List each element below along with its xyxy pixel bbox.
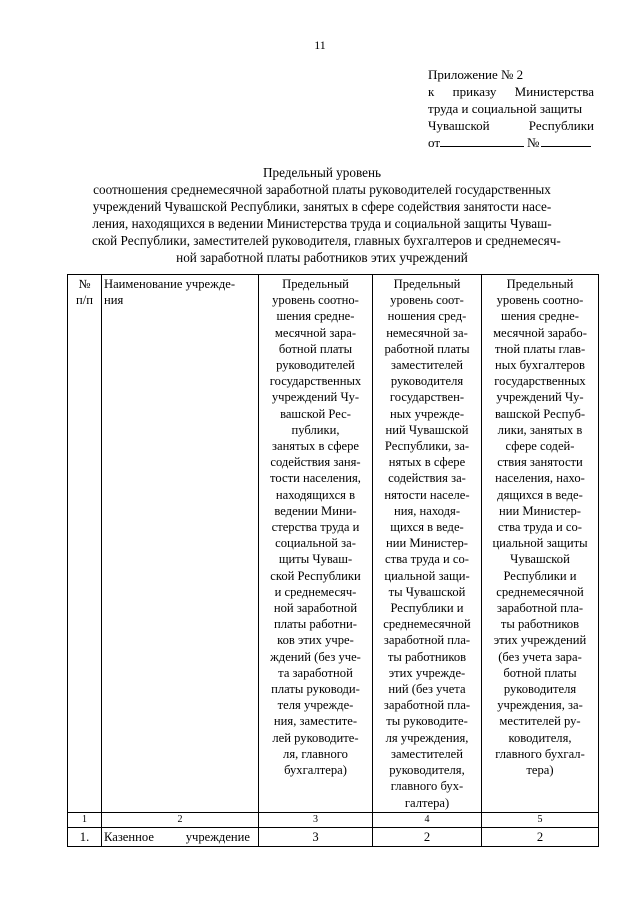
header-line: ных учрежде- (389, 406, 465, 421)
header-line: ния (104, 293, 124, 308)
header-line: Республики, за- (384, 439, 470, 454)
column-number: 2 (102, 812, 259, 827)
header-line: уровень соотно- (496, 293, 584, 308)
header-line: учреждений Чу- (496, 390, 584, 405)
header-line: ков этих учре- (277, 633, 354, 648)
institution-word-2: учреждение (185, 829, 250, 844)
title-line: Предельный уровень (262, 165, 382, 180)
header-line: ководителя, (508, 730, 572, 745)
header-line: содействия заня- (270, 455, 361, 470)
header-line: ных бухгалтеров (495, 358, 585, 373)
header-line: среднемесячной (383, 617, 471, 632)
header-line: государствен- (389, 390, 465, 405)
header-line: занятых в сфере (272, 439, 359, 454)
header-line: нии Министер- (499, 503, 581, 518)
title-line: соотношения среднемесячной заработной платы руководителей государственных (93, 182, 551, 197)
number-blank-line (541, 134, 591, 147)
header-line: дящихся в веде- (497, 487, 583, 502)
title-line: ления, находящихся в ведении Министерства труда и социальной защиты Чуваш- (92, 216, 552, 231)
header-line: ля учреждения, (385, 730, 469, 745)
column-number-row (68, 812, 599, 827)
header-line: нятых в сфере (388, 455, 466, 470)
header-line: руководителя, (389, 763, 465, 778)
header-line: немесячной за- (386, 325, 468, 340)
header-line: Чувашской (510, 552, 570, 567)
header-line: уровень соотно- (272, 293, 359, 308)
header-line: находящихся в (275, 487, 356, 502)
row-deputy-ratio-value: 2 (373, 827, 482, 846)
header-line: Республики и (390, 601, 464, 616)
appendix-line-2 (428, 83, 594, 100)
header-line: Предельный (282, 277, 349, 291)
header-line: вашской Респуб- (494, 406, 586, 421)
header-line: п/п (76, 293, 93, 308)
header-line: (без учета зара- (498, 649, 582, 664)
header-line: ля, главного (283, 746, 348, 761)
header-line: заместителей (391, 746, 463, 761)
header-line: ской Республики (270, 568, 361, 583)
header-line: этих учрежде- (388, 665, 466, 680)
header-line: вашской Рес- (280, 406, 351, 421)
appendix-word-order: приказу (452, 84, 497, 99)
header-line: этих учреждений (493, 633, 587, 648)
header-line: шения средне- (501, 309, 579, 324)
header-line: учреждения, за- (497, 698, 583, 713)
appendix-number-label: № (527, 135, 540, 150)
header-line: лики, занятых в (497, 422, 583, 437)
header-line: сфере содей- (505, 439, 575, 454)
header-line: руководителя (390, 374, 464, 389)
header-line: шения средне- (276, 309, 355, 324)
header-line: платы работни- (273, 617, 357, 632)
table-row (68, 827, 599, 846)
header-line: циальной защи- (384, 568, 470, 583)
header-line: № (78, 277, 91, 291)
page-number: 11 (314, 38, 326, 52)
header-line: государственных (494, 374, 586, 389)
header-line: государственных (269, 374, 362, 389)
header-line: ний (без учета (388, 682, 466, 697)
header-line: ния, находя- (393, 503, 461, 518)
header-number (68, 275, 102, 813)
header-deputy-ratio (373, 275, 482, 813)
title-line: ной заработной платы работников этих учреждений (176, 250, 468, 265)
header-line: нятости населе- (384, 487, 470, 502)
header-line: ты работников (500, 617, 580, 632)
header-line: руководителя (503, 682, 577, 697)
header-line: главного бухгал- (495, 746, 585, 761)
table-header-row (68, 275, 599, 813)
header-line: ты руководите- (386, 714, 468, 729)
header-line: заработной пла- (383, 698, 471, 713)
appendix-line-4 (428, 117, 594, 134)
header-line: ства труда и со- (497, 520, 583, 535)
title-line: ской Республики, заместителей руководителя, главных бухгалтеров и среднемесяч- (92, 233, 561, 248)
header-line: ствия занятости (497, 455, 583, 470)
appendix-word-ministry: Министерства (514, 84, 594, 99)
row-institution-name (102, 827, 259, 846)
header-line: содействия за- (388, 471, 466, 486)
header-line: заместителей (391, 358, 463, 373)
header-line: социальной за- (275, 536, 356, 551)
column-number: 3 (259, 812, 373, 827)
header-line: учреждений Чу- (271, 390, 360, 405)
column-number: 5 (482, 812, 599, 827)
header-line: платы руководи- (271, 682, 360, 697)
header-line: лей руководите- (272, 730, 359, 745)
header-line: ношения сред- (387, 309, 467, 324)
appendix-word-k: к (428, 84, 435, 99)
ratio-table (67, 274, 599, 847)
header-line: местителей ру- (499, 714, 581, 729)
header-line: населения, нахо- (495, 471, 585, 486)
header-line: ства труда и со- (384, 552, 470, 567)
appendix-line-3: труда и социальной защиты (428, 101, 583, 116)
header-line: заработной пла- (383, 633, 471, 648)
header-accountant-ratio (482, 275, 599, 813)
header-line: ной заработной (273, 601, 358, 616)
header-head-ratio (259, 275, 373, 813)
appendix-word-chuvash: Чувашской (428, 118, 490, 133)
row-head-ratio-value: 3 (259, 827, 373, 846)
row-accountant-ratio-value: 2 (482, 827, 599, 846)
header-line: ты Чувашской (388, 584, 466, 599)
appendix-line-1: Приложение № 2 (428, 67, 524, 82)
header-line: циальной защиты (492, 536, 588, 551)
header-line: публики, (291, 422, 340, 437)
header-line: заработной пла- (496, 601, 584, 616)
document-title (92, 164, 561, 266)
header-line: Предельный (393, 277, 461, 291)
header-line: ботной платы (278, 341, 353, 356)
header-line: ний Чувашской (385, 422, 469, 437)
header-institution-name (102, 275, 259, 813)
header-line: ведении Мини- (274, 503, 357, 518)
header-line: щиты Чуваш- (278, 552, 353, 567)
header-line: ждений (без уче- (270, 649, 361, 664)
header-line: ботной платы (503, 665, 577, 680)
column-number: 4 (373, 812, 482, 827)
header-line: щихся в веде- (390, 520, 464, 535)
title-line: учреждений Чувашской Республики, занятых в сфере содействия занятости насе- (92, 199, 552, 214)
header-line: тной платы глав- (494, 341, 586, 356)
appendix-word-republic: Республики (528, 118, 594, 133)
header-line: стерства труда и (271, 520, 360, 535)
row-number: 1. (68, 827, 102, 846)
header-line: и среднемесяч- (274, 584, 357, 599)
header-line: ты работников (387, 649, 467, 664)
header-line: тости населения, (270, 471, 361, 486)
header-line: тера) (526, 763, 554, 778)
header-line: теля учрежде- (277, 698, 354, 713)
header-line: Республики и (503, 568, 577, 583)
header-line: Наименование учрежде- (104, 277, 236, 291)
header-line: та заработной (278, 665, 353, 680)
header-line: ния, заместите- (273, 714, 358, 729)
header-line: месячной зара- (274, 325, 357, 340)
header-line: Предельный (506, 277, 574, 291)
header-line: уровень соот- (390, 293, 464, 308)
header-line: среднемесячной (496, 584, 584, 599)
header-line: руководителей (276, 358, 355, 373)
header-line: главного бух- (390, 779, 464, 794)
institution-word-1: Казенное (104, 829, 154, 844)
header-line: месячной зарабо- (493, 325, 587, 340)
header-line: нии Министер- (386, 536, 468, 551)
appendix-block (428, 66, 594, 151)
header-line: галтера) (404, 795, 450, 810)
header-line: бухгалтера) (284, 763, 347, 778)
date-blank-line (440, 134, 524, 147)
column-number: 1 (68, 812, 102, 827)
appendix-date-number-line (428, 134, 594, 151)
header-line: работной платы (384, 341, 470, 356)
appendix-from-label: от (428, 135, 441, 150)
